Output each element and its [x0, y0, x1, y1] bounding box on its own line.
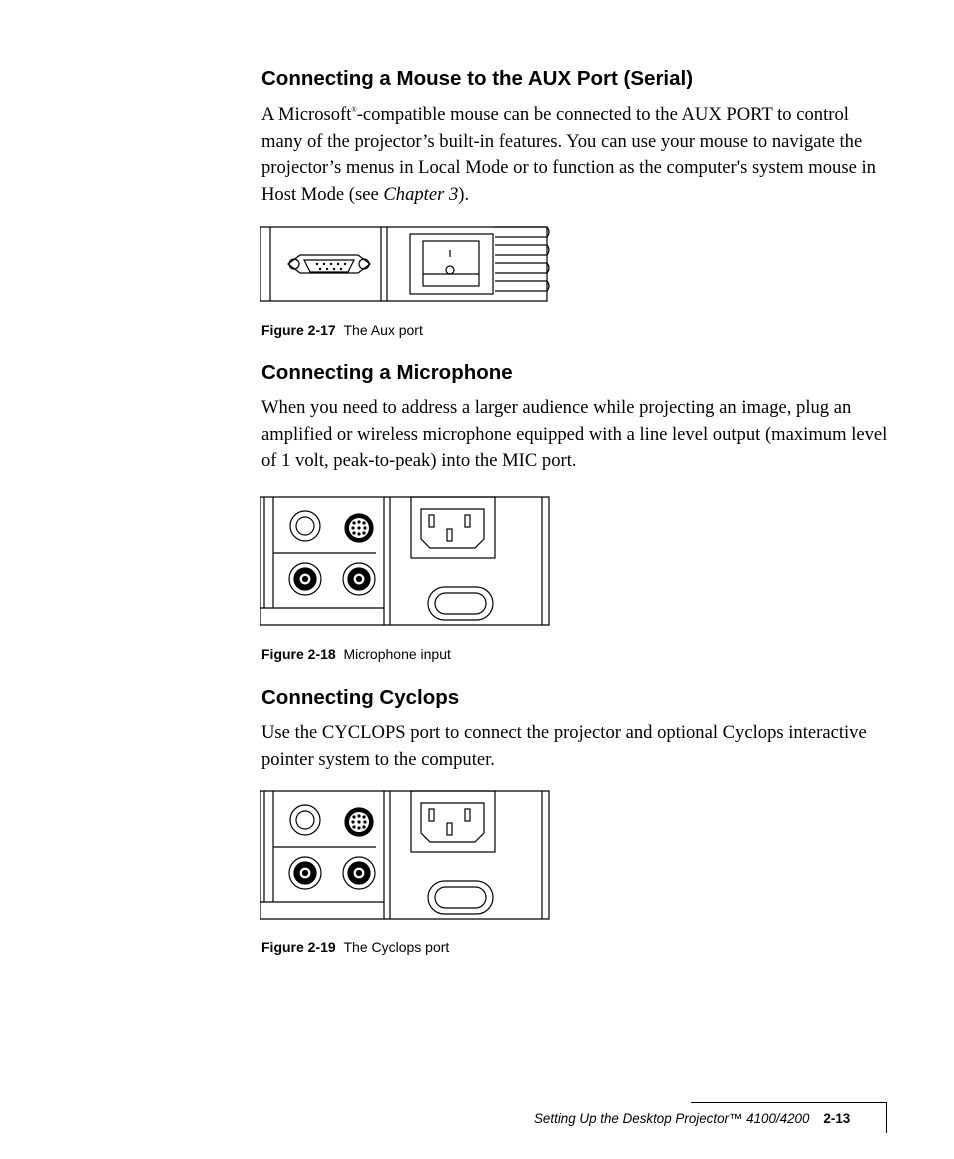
figure-number: Figure 2-18 [261, 646, 336, 662]
mini-din-port-icon [345, 514, 373, 542]
footer-rule [691, 1102, 887, 1103]
figure-number: Figure 2-17 [261, 322, 336, 338]
figure-caption-text: The Cyclops port [343, 939, 450, 955]
footer-rule-vertical [886, 1102, 887, 1133]
cyclops-port-icon [345, 808, 373, 836]
rca-jack-left-icon [289, 857, 321, 889]
text-segment: A Microsoft [261, 104, 352, 125]
handle-slot-icon [428, 881, 493, 914]
figure-microphone-input-illustration [260, 496, 552, 628]
paragraph-cyclops: Use the CYCLOPS port to connect the projector and optional Cyclops interactive pointer system to the computer. [261, 722, 867, 770]
handle-slot-icon [428, 587, 493, 620]
text-segment: -compatible mouse can be connected to the AUX PORT to control many of the projector’s built-in features. You can use your mouse to navigate the projector’s menus in Local Mode or to function as the computer's system mouse in Host Mode (see [261, 104, 876, 205]
figure-caption-text: Microphone input [343, 646, 451, 662]
vent-slats-icon [495, 227, 549, 291]
rca-jack-left-icon [289, 563, 321, 595]
figure-caption-text: The Aux port [343, 322, 423, 338]
mic-jack-icon [290, 511, 320, 541]
ac-power-inlet-icon [411, 791, 495, 852]
figure-caption-2-18 [261, 645, 451, 663]
registered-mark: ® [351, 106, 357, 114]
heading-microphone: Connecting a Microphone [261, 361, 513, 384]
figure-caption-2-19 [261, 938, 449, 956]
text-segment: ). [458, 183, 470, 205]
db9-connector-icon [288, 255, 370, 273]
rca-jack-right-icon [343, 563, 375, 595]
ac-power-inlet-icon [411, 497, 495, 558]
rca-jack-right-icon [343, 857, 375, 889]
footer-title: Setting Up the Desktop Projector™ 4100/4200 [534, 1111, 810, 1126]
chapter-reference: Chapter 3 [383, 183, 459, 205]
paragraph-aux-port [261, 102, 891, 208]
heading-cyclops: Connecting Cyclops [261, 686, 460, 709]
paragraph-microphone: When you need to address a larger audience while projecting an image, plug an amplified or wireless microphone equipped with a line level output (maximum level of 1 volt, peak-to-peak) into the MIC port. [261, 397, 888, 471]
figure-aux-port-illustration [260, 226, 552, 304]
page-number: 2-13 [823, 1111, 851, 1126]
figure-cyclops-port-illustration [260, 790, 552, 922]
figure-number: Figure 2-19 [261, 939, 336, 955]
mic-jack-icon [290, 805, 320, 835]
power-switch-icon [410, 234, 493, 294]
running-footer [534, 1110, 850, 1128]
heading-aux-port: Connecting a Mouse to the AUX Port (Serial) [261, 67, 694, 90]
figure-caption-2-17 [261, 321, 423, 339]
